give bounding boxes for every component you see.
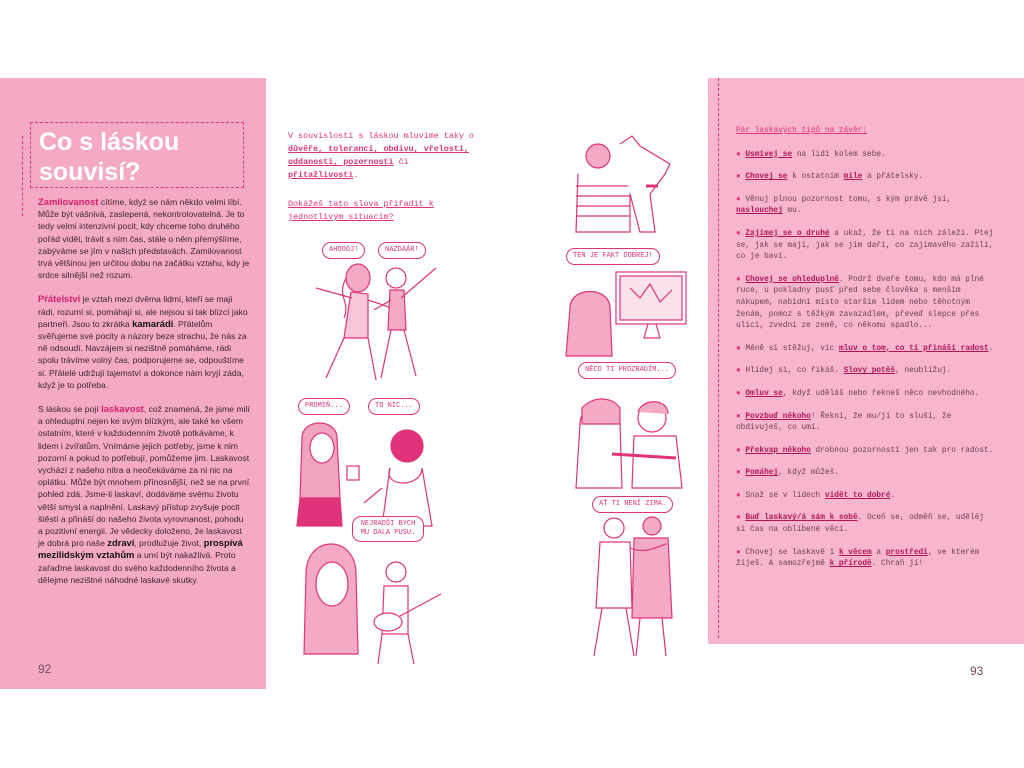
tip-text: Snaž se v lidech [745, 491, 825, 500]
tip-text: Méně si stěžuj, víc [745, 344, 839, 353]
speech-bubble-to-nic: TO NIC... [368, 398, 420, 415]
tip-item [736, 344, 996, 356]
tip-item [736, 491, 996, 503]
tip-highlight: Buď laskavý/á sám k sobě [745, 514, 858, 523]
intro-terms: důvěře, toleranci, obdivu, vřelosti, oddanosti, pozornosti [288, 144, 469, 167]
speech-bubble-prominu: PROMIŇ... [298, 398, 350, 415]
tip-item [736, 548, 996, 571]
book-spread [0, 78, 1024, 689]
middle-question: Dokážeš tato slova přiřadit k jednotlivým situacím? [288, 199, 434, 222]
tip-item [736, 366, 996, 378]
tip-text: . Oceň se, odměň se, uděléj si čas na oblíbené věci. [736, 514, 984, 535]
tip-text: , ve kterém žiješ. A samozřejmě [736, 548, 980, 569]
paragraph-zamilovanost [38, 196, 250, 281]
bullet-icon: ● [736, 367, 746, 376]
tip-highlight: k přírodě [829, 560, 872, 569]
speech-bubble-nejradsi: NEJRADŠI BYCH MU DALA PUSU. [352, 516, 424, 542]
tip-highlight: Slovy potěš [843, 367, 896, 376]
paragraph-text: cítíme, když se nám někdo velmi líbí. Může být vášnivá, zaslepená, nekontrolovatelná. Je to tedy velmi intenzivní pocit, kdy chceme toho druhého pořád vidět, trávit s ním čas, stále o něm přemýšlíme, zabýváme se jím v našich představách. Zamilovanost trvá většinou jen určitou dobu na začátku vztahu, kdy je srdce silnější než rozum. [38, 197, 250, 281]
left-body-text [38, 196, 250, 598]
tip-highlight: mile [843, 173, 863, 182]
tips-heading: Pár laskavých tipů na závěr: [736, 127, 868, 135]
tip-highlight: Chovej se [745, 173, 788, 182]
tip-highlight: Chovej se ohleduplně [745, 275, 839, 284]
title-dashed-line [22, 136, 23, 216]
tip-item [736, 446, 996, 458]
bullet-icon: ● [736, 412, 746, 421]
bullet-icon: ● [736, 275, 746, 284]
tip-highlight: vidět to dobré [824, 491, 891, 500]
tip-text: , neubližuj. [895, 367, 952, 376]
tip-text: a [871, 548, 886, 557]
page-title: Co s láskou souvisí? [39, 128, 180, 186]
tips-list [736, 126, 996, 582]
tip-text: , když uděláš nebo řekneš něco nevhodného. [782, 389, 980, 398]
keyword: laskavost [101, 403, 144, 415]
tip-text: na lidi kolem sebe. [792, 150, 886, 159]
bullet-icon: ● [736, 491, 746, 500]
bold-term: kamarádi [132, 317, 174, 329]
intro-text: . [353, 170, 359, 180]
keyword: Přátelství [38, 293, 81, 305]
tip-text: . [988, 344, 994, 353]
bullet-icon: ● [736, 229, 746, 238]
tip-text: ! Řekni, že mu/jí to sluší, že obdivuješ, co umí. [736, 412, 952, 433]
right-dashed-line [718, 78, 719, 638]
tip-item [736, 229, 996, 264]
tip-highlight: Překvap někoho [745, 446, 811, 455]
bullet-icon: ● [736, 389, 746, 398]
tip-highlight: Zajímej se o druhé [745, 229, 830, 238]
illustration-dog [560, 134, 680, 234]
illustration-guitar [296, 524, 456, 674]
title-box [30, 122, 244, 188]
illustration-apology [292, 408, 442, 528]
tip-item [736, 275, 996, 333]
tip-item [736, 150, 996, 162]
speech-bubble-nazdar: NAZDÁÁR! [378, 242, 426, 259]
tip-highlight: Pomáhej [745, 469, 779, 478]
bullet-icon: ● [736, 469, 746, 478]
paragraph-text: S láskou se pojí [38, 404, 102, 415]
tip-text: Hlídej si, co říkáš. [745, 367, 844, 376]
tip-highlight: Usmívej se [745, 150, 793, 159]
tip-highlight: k věcem [838, 548, 872, 557]
paragraph-text: , což znamená, že jsme milí a ohleduplní nejen ke svým blízkým, ale také ke všem ostatním, které v každodenním životě potkáváme, k lidem i zvířatům. Vnímáme jejich potřeby, jsme k nim pozorní a pokud to potřebují, pomůžeme jim. Laskavost vychází z našeho nitra a neočekáváme za ni nic na oplátku. Může být mnohem přínosnější, než se na první pohled zdá. Jsme-li laskaví, dodáváme svému životu větší smysl a naplnění. Laskavý přístup zvyšuje pocit štěstí a přináší do našeho života vyrovnanost, pohodu a pozitivní energii. Je vědecky doloženo, že laskavost je dobrá pro naše [38, 404, 250, 549]
tip-text: Věnuj plnou pozornost tomu, s kým právě jsi, [745, 195, 952, 204]
intro-term: přitažlivosti [288, 170, 354, 180]
intro-text: V souvislosti s láskou mluvíme taky o [288, 131, 474, 141]
tip-text: mu. [782, 207, 802, 216]
illustration-computer [560, 258, 700, 358]
tip-item [736, 412, 996, 435]
bullet-icon: ● [736, 195, 746, 204]
tip-highlight: naslouchej [736, 207, 783, 216]
paragraph-pratelstvi [38, 293, 250, 391]
paragraph-laskavost [38, 403, 250, 586]
keyword: Zamilovanost [38, 196, 99, 207]
tip-text: Chovej se laskavě i [745, 548, 839, 557]
paragraph-text: je vztah mezi dvěma lidmi, kteří se mají rádi, rozumí si, pomáhají si, ale nejsou si tak blízcí jako partneři. Jsou to zkrátka [38, 294, 248, 329]
speech-bubble-prozradim: NĚCO TI PROZRADÍM... [578, 362, 676, 379]
tip-item [736, 468, 996, 480]
tip-text: . [890, 491, 896, 500]
intro-text: či [393, 157, 409, 167]
tip-text: a ukaž, že ti na nich záleží. Ptej se, jak se mají, jak se jim daří, co zajímavého zažili, co je baví. [736, 229, 994, 262]
tip-text: k ostatním [787, 173, 844, 182]
paragraph-text: . Přátelům svěřujeme své pocity a názory beze strachu, že nás za ně odsoudí. Navzájem si nezištně pomáháme, rádi spolu trávíme volný čas, podporujeme se, odpouštíme si. Přátelé udržují tajemství a dokonce nám kryjí záda, když je to potřeba. [38, 318, 247, 390]
bullet-icon: ● [736, 150, 746, 159]
tip-text: . Chraň ji! [871, 560, 924, 569]
tip-highlight: mluv o tom, co ti přináší radost [838, 344, 989, 353]
bold-term: prospívá mezilidským vztahům [38, 537, 243, 561]
tip-item [736, 172, 996, 184]
bullet-icon: ● [736, 173, 746, 182]
bullet-icon: ● [736, 446, 746, 455]
tip-highlight: prostředí [885, 548, 928, 557]
illustration-greeting [296, 238, 466, 388]
bullet-icon: ● [736, 548, 746, 557]
tip-item [736, 513, 996, 536]
paragraph-text: , prodlužuje život, [134, 538, 204, 549]
bullet-icon: ● [736, 514, 746, 523]
page-number-right: 93 [970, 664, 984, 678]
middle-intro [288, 130, 478, 182]
tip-text: a přátelsky. [862, 173, 924, 182]
bold-term: zdraví [107, 537, 135, 549]
tip-item [736, 389, 996, 401]
speech-bubble-ahoj: AHOOOJ! [322, 242, 365, 259]
tip-text: drobnou pozorností jen tak pro radost. [810, 446, 994, 455]
paragraph-text: a umí být nakažlivá. Proto zařaďme laskavost do svého každodenního života a dělejme nezištné náhodné laskavé skutky. [38, 550, 236, 585]
tip-text: . Podrž dveře tomu, kdo má plné ruce, u pokladny pusť před sebe člověka s menším nákupem, nabídni místo starším lidem nebo těhotným ženám, pomoz s těžkým zavazadlem, převeď slepce přes ulici, zvedni ze země, co někomu spadlo... [736, 275, 984, 331]
tip-text: , když můžeš. [778, 469, 839, 478]
bullet-icon: ● [736, 344, 746, 353]
page-number-left: 92 [38, 662, 52, 676]
illustration-coat [574, 508, 694, 658]
tip-highlight: Povzbuď někoho [745, 412, 811, 421]
illustration-secret [572, 384, 692, 494]
tip-highlight: Omluv se [745, 389, 783, 398]
speech-bubble-fakt-dobrej: TEN JE FAKT DOBREJ! [566, 248, 660, 265]
tip-item [736, 195, 996, 218]
speech-bubble-zima: AŤ TI NENÍ ZIMA. [592, 496, 673, 513]
